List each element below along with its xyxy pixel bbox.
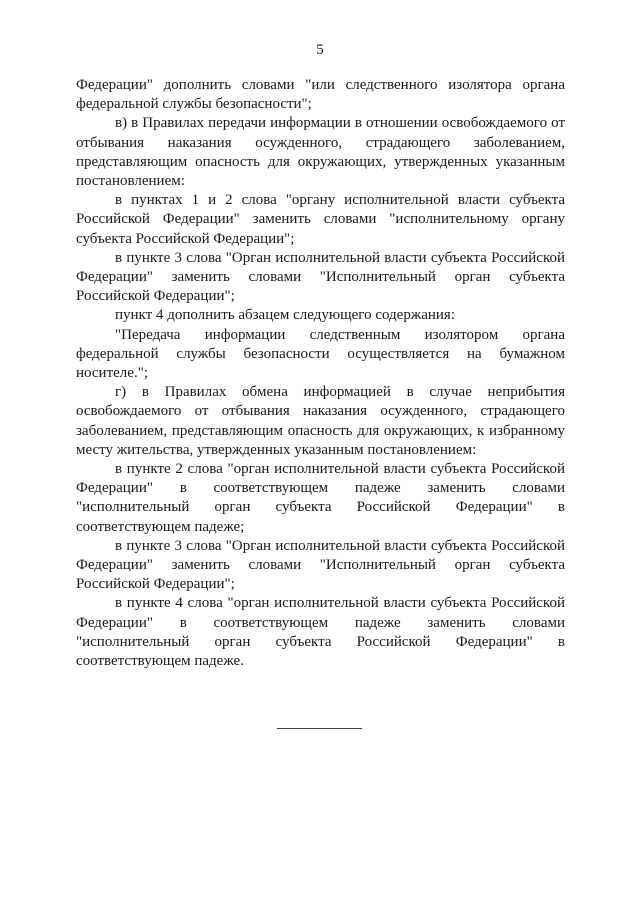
paragraph: г) в Правилах обмена информацией в случае неприбытия освобождаемого от отбывания наказания осужденного, страдающего заболеванием, представляющим опасность для окружающих, к избранному месту жительства, утвержденных указанным постановлением: (76, 384, 565, 458)
paragraph: в пункте 4 слова "орган исполнительной власти субъекта Российской Федерации" в соответствующем падеже заменить словами "исполнительный орган субъекта Российской Федерации" в соответствующем падеже. (76, 595, 565, 670)
paragraph: в) в Правилах передачи информации в отношении освобождаемого от отбывания наказания осужденного, страдающего заболеванием, представляющим опасность для окружающих, утвержденных указанным постановлением: (76, 115, 565, 190)
paragraph: Федерации" дополнить словами "или следственного изолятора органа федеральной службы безопасности"; (76, 77, 565, 113)
page-number: 5 (316, 42, 324, 58)
paragraph: в пункте 3 слова "Орган исполнительной власти субъекта Российской Федерации" заменить словами "Исполнительный орган субъекта Российской Федерации"; (76, 537, 565, 593)
paragraph: в пунктах 1 и 2 слова "органу исполнительной власти субъекта Российской Федерации" заменить словами "исполнительному органу субъекта Российской Федерации"; (76, 192, 565, 247)
paragraph: в пункте 3 слова "Орган исполнительной власти субъекта Российской Федерации" заменить словами "Исполнительный орган субъекта Российской Федерации"; (76, 249, 565, 305)
paragraph: пункт 4 дополнить абзацем следующего содержания: (115, 307, 455, 324)
end-separator-line (277, 728, 362, 729)
paragraph: "Передача информации следственным изолятором органа федеральной службы безопасности осуществляется на бумажном носителе."; (76, 326, 565, 382)
paragraph: в пункте 2 слова "орган исполнительной власти субъекта Российской Федерации" в соответствующем падеже заменить словами "исполнительный орган субъекта Российской Федерации" в соответствующем падеже; (76, 461, 565, 535)
document-body (76, 76, 565, 671)
